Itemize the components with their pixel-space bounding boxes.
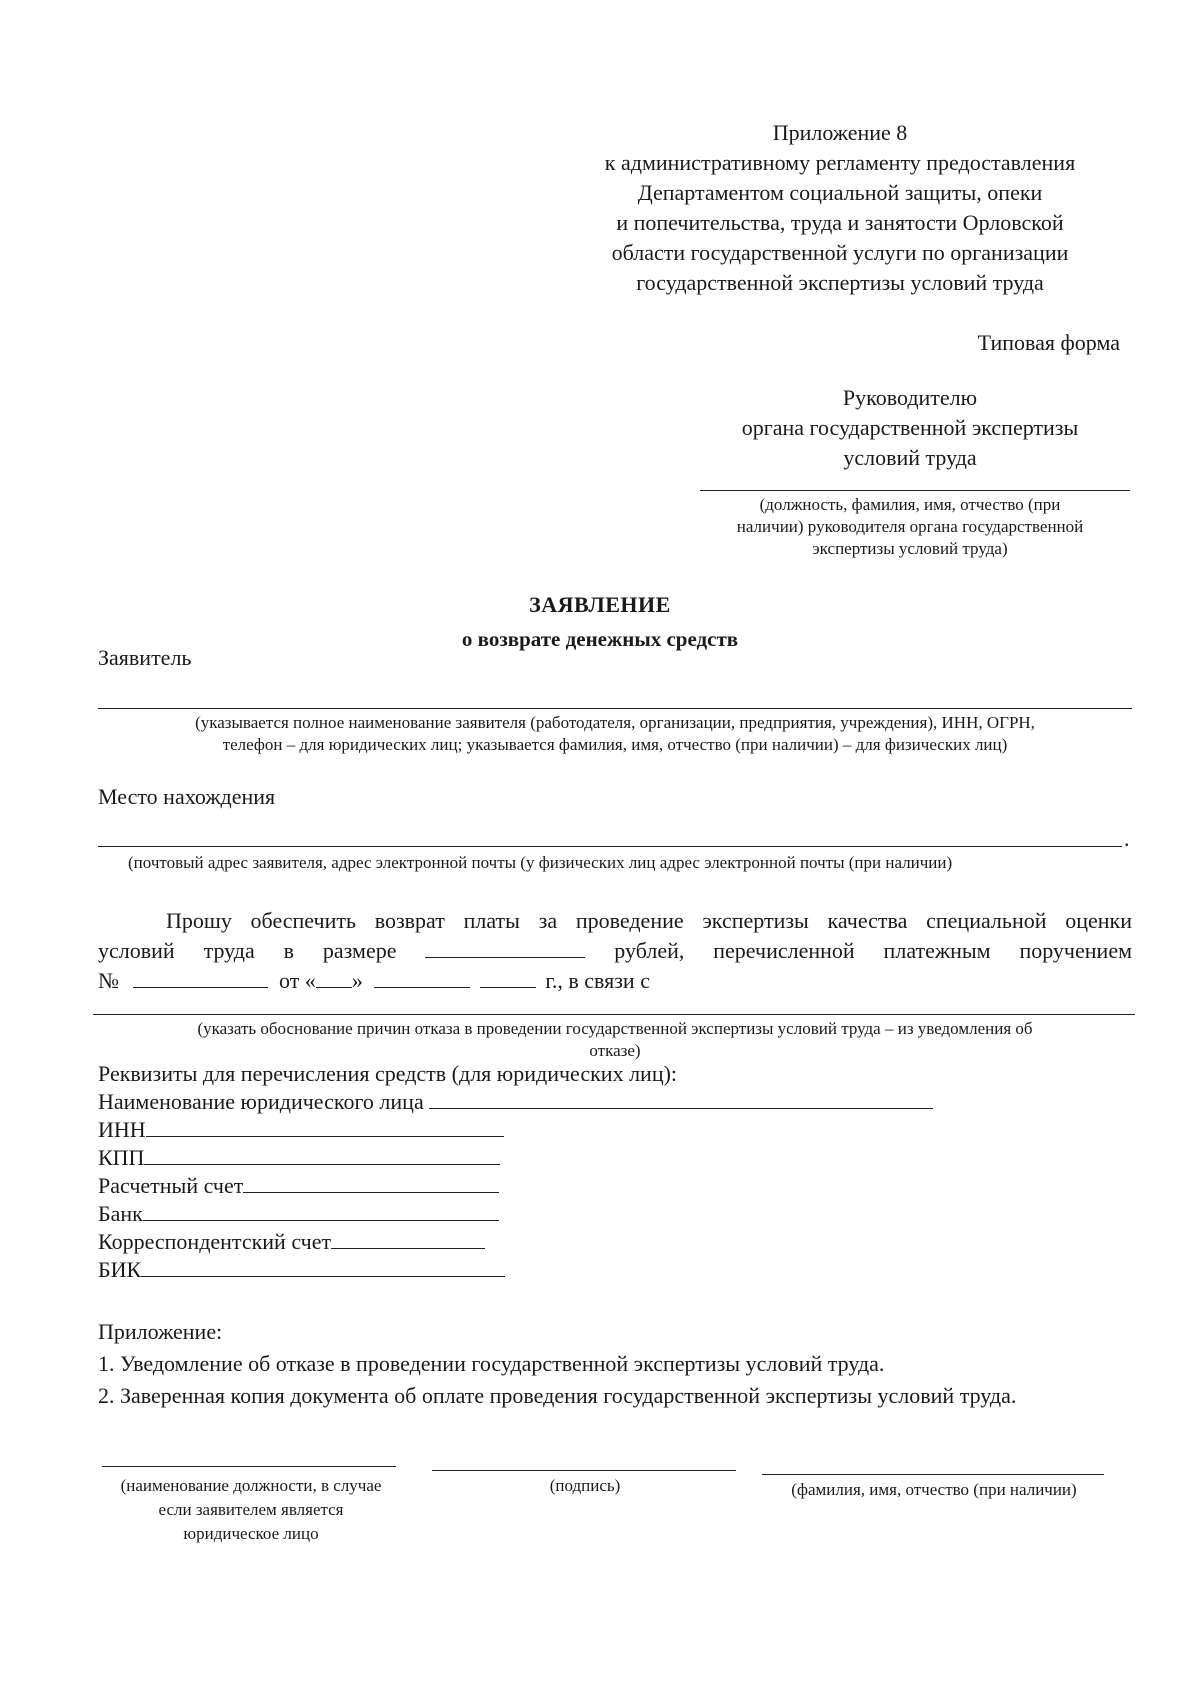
payment-order-number-field[interactable] (133, 967, 268, 988)
payment-day-field[interactable] (316, 967, 352, 988)
reason-fill-line[interactable] (93, 1014, 1135, 1015)
payment-year-field[interactable] (480, 967, 536, 988)
form-type-label: Типовая форма (977, 330, 1120, 355)
correspondent-account-field[interactable] (331, 1228, 485, 1249)
requisite-row (98, 1228, 933, 1256)
addressee-line: условий труда (843, 445, 977, 470)
date-from-label: от « (279, 968, 316, 993)
location-fill-line[interactable] (98, 846, 1122, 847)
position-caption-line: если заявителем является (158, 1500, 344, 1519)
request-line-2 (98, 936, 1132, 966)
payment-month-field[interactable] (374, 967, 470, 988)
full-name-caption: (фамилия, имя, отчество (при наличии) (791, 1480, 1077, 1499)
position-caption (90, 1474, 412, 1546)
addressee-block (700, 383, 1120, 473)
requisites-heading: Реквизиты для перечисления средств (для юридических лиц): (98, 1061, 678, 1086)
request-line-3 (98, 966, 1132, 996)
reason-caption (90, 1018, 1140, 1062)
requisite-row (98, 1172, 933, 1200)
document-title: ЗАЯВЛЕНИЕ (529, 592, 671, 617)
requisite-label: Наименование юридического лица (98, 1089, 424, 1114)
applicant-caption-line: телефон – для юридических лиц; указывается фамилия, имя, отчество (при наличии) – для физических лиц) (222, 735, 1008, 754)
requisite-row (98, 1088, 933, 1116)
signature-fill-line[interactable] (432, 1470, 736, 1471)
requisite-label: БИК (98, 1257, 142, 1282)
applicant-caption (90, 712, 1140, 756)
reason-caption-line: (указать обоснование причин отказа в проведении государственной экспертизы условий труда – из уведомления об (197, 1019, 1033, 1038)
reason-caption-line: отказе) (589, 1041, 641, 1060)
bank-field[interactable] (143, 1200, 499, 1221)
addressee-line: Руководителю (842, 385, 978, 410)
bik-field[interactable] (141, 1256, 505, 1277)
header-line: государственной экспертизы условий труда (636, 270, 1044, 295)
header-block (560, 118, 1120, 298)
request-text: условий труда в размере (98, 938, 397, 963)
requisite-label: Корреспондентский счет (98, 1229, 332, 1254)
header-line: области государственной услуги по организации (611, 240, 1069, 265)
header-line: к административному регламенту предоставления (604, 150, 1076, 175)
requisites-block (98, 1060, 933, 1284)
request-line-1: Прошу обеспечить возврат платы за проведение экспертизы качества специальной оценки (166, 908, 1132, 933)
applicant-caption-line: (указывается полное наименование заявителя (работодателя, организации, предприятия, учреждения), ИНН, ОГРН, (195, 713, 1035, 732)
document-subtitle: о возврате денежных средств (461, 627, 739, 651)
request-paragraph (98, 906, 1132, 996)
addressee-fill-line[interactable] (700, 490, 1130, 491)
date-quote-close: » (351, 968, 363, 993)
kpp-field[interactable] (144, 1144, 500, 1165)
position-caption-line: (наименование должности, в случае (120, 1476, 382, 1495)
header-line: Приложение 8 (772, 120, 908, 145)
attachments-heading: Приложение: (98, 1319, 223, 1344)
inn-field[interactable] (146, 1116, 504, 1137)
full-name-fill-line[interactable] (762, 1474, 1104, 1475)
requisite-label: ИНН (98, 1117, 146, 1142)
amount-field[interactable] (425, 937, 585, 958)
year-suffix: г., в связи с (545, 968, 650, 993)
position-caption-line: юридическое лицо (183, 1524, 319, 1543)
legal-entity-name-field[interactable] (429, 1088, 933, 1109)
number-sign: № (98, 968, 119, 993)
requisite-row (98, 1200, 933, 1228)
requisite-label: КПП (98, 1145, 145, 1170)
applicant-fill-line[interactable] (98, 708, 1132, 709)
signature-caption: (подпись) (549, 1476, 621, 1495)
requisite-label: Расчетный счет (98, 1173, 244, 1198)
addressee-caption-line: экспертизы условий труда) (812, 539, 1008, 558)
location-end-mark: . (1124, 826, 1130, 851)
header-line: Департаментом социальной защиты, опеки (637, 180, 1043, 205)
applicant-label: Заявитель (98, 645, 192, 670)
addressee-caption (690, 494, 1130, 560)
account-field[interactable] (243, 1172, 499, 1193)
requisite-row (98, 1256, 933, 1284)
attachment-item: 2. Заверенная копия документа об оплате проведения государственной экспертизы условий труда. (98, 1383, 1017, 1408)
requisite-label: Банк (98, 1201, 143, 1226)
requisite-row (98, 1116, 933, 1144)
attachments-block (98, 1316, 1016, 1412)
attachment-item: 1. Уведомление об отказе в проведении государственной экспертизы условий труда. (98, 1351, 885, 1376)
location-caption: (почтовый адрес заявителя, адрес электронной почты (у физических лиц адрес электронной почты (при наличии) (128, 853, 953, 872)
header-line: и попечительства, труда и занятости Орловской (616, 210, 1064, 235)
addressee-caption-line: наличии) руководителя органа государственной (736, 517, 1084, 536)
addressee-caption-line: (должность, фамилия, имя, отчество (при (759, 495, 1061, 514)
position-fill-line[interactable] (102, 1466, 396, 1467)
request-text: рублей, перечисленной платежным поручением (614, 938, 1132, 963)
addressee-line: органа государственной экспертизы (741, 415, 1079, 440)
requisite-row (98, 1144, 933, 1172)
location-label: Место нахождения (98, 784, 276, 809)
